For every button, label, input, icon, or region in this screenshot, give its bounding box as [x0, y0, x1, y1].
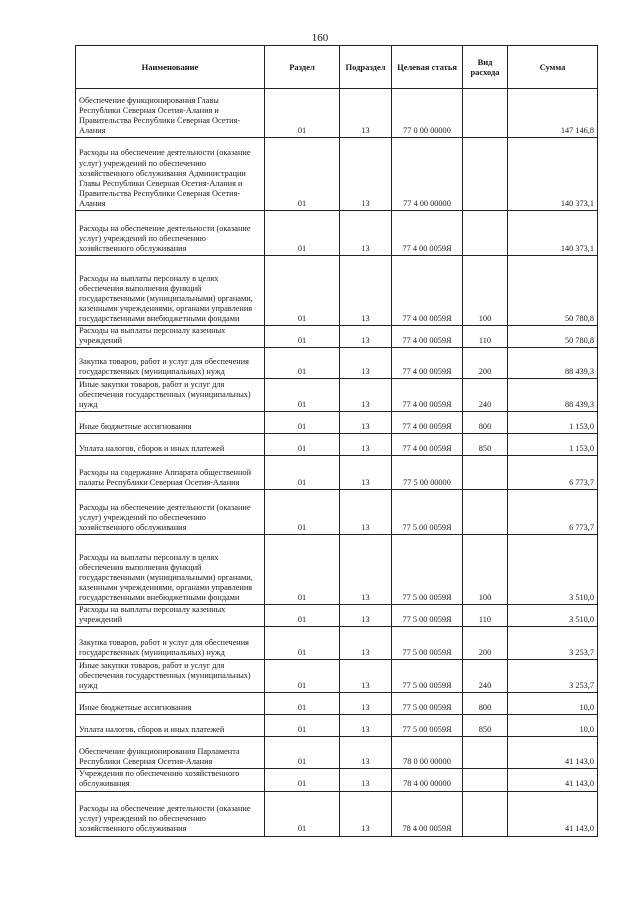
cell-name: Расходы на обеспечение деятельности (оказание услуг) учреждений по обеспечению хозяйственного обслуживания	[76, 490, 265, 535]
cell-summa: 41 143,0	[508, 769, 598, 791]
table-row	[76, 256, 598, 326]
cell-statya: 77 4 00 0059Я	[392, 326, 463, 348]
cell-summa: 140 373,1	[508, 211, 598, 256]
cell-statya: 77 0 00 00000	[392, 89, 463, 138]
cell-name: Расходы на обеспечение деятельности (оказание услуг) учреждений по обеспечению хозяйственного обслуживания Администрации Главы Республики Северная Осетия-Алания и Правительства Республики Северная Осетия-Алания	[76, 138, 265, 211]
header-podrazdel: Подраздел	[340, 46, 392, 89]
header-razdel: Раздел	[265, 46, 340, 89]
cell-razdel: 01	[265, 348, 340, 379]
cell-vid	[463, 89, 508, 138]
cell-razdel: 01	[265, 737, 340, 769]
table-row	[76, 326, 598, 348]
table-row	[76, 434, 598, 456]
cell-name: Обеспечение функционирования Главы Республики Северная Осетия-Алания и Правительства Республики Северная Осетия-Алания	[76, 89, 265, 138]
cell-podrazdel: 13	[340, 379, 392, 412]
cell-vid: 240	[463, 660, 508, 693]
header-vid: Вид расхода	[463, 46, 508, 89]
cell-name: Обеспечение функционирования Парламента Республики Северная Осетия-Алания	[76, 737, 265, 769]
cell-vid: 240	[463, 379, 508, 412]
cell-summa: 3 253,7	[508, 660, 598, 693]
cell-podrazdel: 13	[340, 434, 392, 456]
cell-statya: 77 4 00 0059Я	[392, 434, 463, 456]
cell-podrazdel: 13	[340, 211, 392, 256]
cell-summa: 88 439,3	[508, 348, 598, 379]
cell-statya: 77 5 00 0059Я	[392, 535, 463, 605]
table-body	[76, 89, 598, 837]
cell-name: Расходы на обеспечение деятельности (оказание услуг) учреждений по обеспечению хозяйственного обслуживания	[76, 791, 265, 836]
cell-summa: 50 780,8	[508, 326, 598, 348]
cell-podrazdel: 13	[340, 737, 392, 769]
cell-statya: 77 4 00 0059Я	[392, 211, 463, 256]
cell-razdel: 01	[265, 605, 340, 627]
cell-name: Расходы на обеспечение деятельности (оказание услуг) учреждений по обеспечению хозяйственного обслуживания	[76, 211, 265, 256]
cell-statya: 77 5 00 0059Я	[392, 660, 463, 693]
cell-name: Уплата налогов, сборов и иных платежей	[76, 434, 265, 456]
cell-vid: 850	[463, 434, 508, 456]
table-row	[76, 412, 598, 434]
cell-statya: 77 4 00 0059Я	[392, 379, 463, 412]
cell-summa: 6 773,7	[508, 490, 598, 535]
cell-podrazdel: 13	[340, 535, 392, 605]
cell-podrazdel: 13	[340, 256, 392, 326]
cell-podrazdel: 13	[340, 412, 392, 434]
cell-summa: 6 773,7	[508, 456, 598, 490]
cell-podrazdel: 13	[340, 348, 392, 379]
cell-vid: 100	[463, 535, 508, 605]
cell-podrazdel: 13	[340, 660, 392, 693]
cell-vid: 100	[463, 256, 508, 326]
cell-summa: 3 253,7	[508, 627, 598, 660]
cell-name: Иные закупки товаров, работ и услуг для обеспечения государственных (муниципальных) нужд	[76, 660, 265, 693]
cell-summa: 10,0	[508, 715, 598, 737]
cell-name: Иные бюджетные ассигнования	[76, 412, 265, 434]
cell-name: Иные бюджетные ассигнования	[76, 693, 265, 715]
cell-vid	[463, 456, 508, 490]
cell-razdel: 01	[265, 715, 340, 737]
cell-podrazdel: 13	[340, 769, 392, 791]
cell-name: Расходы на выплаты персоналу казенных учреждений	[76, 605, 265, 627]
table-row	[76, 456, 598, 490]
cell-podrazdel: 13	[340, 693, 392, 715]
cell-summa: 50 780,8	[508, 256, 598, 326]
cell-statya: 77 5 00 0059Я	[392, 715, 463, 737]
cell-razdel: 01	[265, 535, 340, 605]
cell-statya: 77 4 00 0059Я	[392, 412, 463, 434]
header-row	[76, 46, 598, 89]
table-row	[76, 769, 598, 791]
cell-razdel: 01	[265, 693, 340, 715]
page-number: 160	[311, 32, 329, 44]
cell-razdel: 01	[265, 326, 340, 348]
cell-vid	[463, 490, 508, 535]
header-name: Наименование	[76, 46, 265, 89]
table-row	[76, 138, 598, 211]
cell-vid: 200	[463, 348, 508, 379]
cell-razdel: 01	[265, 256, 340, 326]
table-row	[76, 737, 598, 769]
table-row	[76, 89, 598, 138]
cell-summa: 41 143,0	[508, 737, 598, 769]
cell-name: Иные закупки товаров, работ и услуг для обеспечения государственных (муниципальных) нужд	[76, 379, 265, 412]
cell-statya: 77 5 00 0059Я	[392, 693, 463, 715]
cell-razdel: 01	[265, 660, 340, 693]
cell-podrazdel: 13	[340, 791, 392, 836]
cell-podrazdel: 13	[340, 605, 392, 627]
cell-vid: 850	[463, 715, 508, 737]
table-row	[76, 627, 598, 660]
cell-vid: 800	[463, 412, 508, 434]
table-row	[76, 490, 598, 535]
cell-summa: 3 510,0	[508, 535, 598, 605]
cell-razdel: 01	[265, 379, 340, 412]
cell-razdel: 01	[265, 791, 340, 836]
cell-podrazdel: 13	[340, 89, 392, 138]
cell-podrazdel: 13	[340, 326, 392, 348]
cell-name: Расходы на содержание Аппарата общественной палаты Республики Северная Осетия-Алания	[76, 456, 265, 490]
cell-statya: 77 4 00 0059Я	[392, 256, 463, 326]
cell-statya: 77 5 00 0059Я	[392, 605, 463, 627]
cell-name: Расходы на выплаты персоналу казенных учреждений	[76, 326, 265, 348]
cell-name: Расходы на выплаты персоналу в целях обеспечения выполнения функций государственными (муниципальными) органами, казенными учреждениями, органами управления государственными внебюджетными фондами	[76, 535, 265, 605]
cell-summa: 1 153,0	[508, 412, 598, 434]
cell-summa: 10,0	[508, 693, 598, 715]
cell-razdel: 01	[265, 89, 340, 138]
cell-razdel: 01	[265, 412, 340, 434]
cell-razdel: 01	[265, 138, 340, 211]
table-row	[76, 791, 598, 836]
cell-name: Расходы на выплаты персоналу в целях обеспечения выполнения функций государственными (муниципальными) органами, казенными учреждениями, органами управления государственными внебюджетными фондами	[76, 256, 265, 326]
cell-statya: 77 5 00 0059Я	[392, 490, 463, 535]
cell-vid	[463, 737, 508, 769]
cell-vid	[463, 791, 508, 836]
header-statya: Целевая статья	[392, 46, 463, 89]
table-row	[76, 348, 598, 379]
cell-statya: 77 5 00 00000	[392, 456, 463, 490]
table-row	[76, 660, 598, 693]
cell-vid	[463, 211, 508, 256]
cell-podrazdel: 13	[340, 490, 392, 535]
cell-vid: 800	[463, 693, 508, 715]
cell-vid: 110	[463, 605, 508, 627]
cell-summa: 41 143,0	[508, 791, 598, 836]
cell-statya: 77 4 00 0059Я	[392, 348, 463, 379]
cell-vid	[463, 769, 508, 791]
cell-vid	[463, 138, 508, 211]
cell-podrazdel: 13	[340, 456, 392, 490]
table-row	[76, 715, 598, 737]
header-summa: Сумма	[508, 46, 598, 89]
cell-statya: 78 0 00 00000	[392, 737, 463, 769]
cell-summa: 1 153,0	[508, 434, 598, 456]
cell-statya: 77 4 00 00000	[392, 138, 463, 211]
cell-statya: 78 4 00 0059Я	[392, 791, 463, 836]
cell-podrazdel: 13	[340, 138, 392, 211]
cell-razdel: 01	[265, 769, 340, 791]
table-row	[76, 379, 598, 412]
cell-razdel: 01	[265, 627, 340, 660]
cell-name: Учреждения по обеспечению хозяйственного обслуживания	[76, 769, 265, 791]
table-row	[76, 535, 598, 605]
cell-vid: 200	[463, 627, 508, 660]
cell-razdel: 01	[265, 490, 340, 535]
cell-name: Закупка товаров, работ и услуг для обеспечения государственных (муниципальных) нужд	[76, 627, 265, 660]
cell-razdel: 01	[265, 434, 340, 456]
table-row	[76, 693, 598, 715]
cell-statya: 77 5 00 0059Я	[392, 627, 463, 660]
cell-statya: 78 4 00 00000	[392, 769, 463, 791]
cell-summa: 88 439,3	[508, 379, 598, 412]
budget-table	[75, 45, 598, 837]
cell-vid: 110	[463, 326, 508, 348]
table-row	[76, 211, 598, 256]
cell-name: Уплата налогов, сборов и иных платежей	[76, 715, 265, 737]
cell-summa: 140 373,1	[508, 138, 598, 211]
cell-name: Закупка товаров, работ и услуг для обеспечения государственных (муниципальных) нужд	[76, 348, 265, 379]
cell-razdel: 01	[265, 211, 340, 256]
table-header	[76, 46, 598, 89]
cell-podrazdel: 13	[340, 627, 392, 660]
cell-podrazdel: 13	[340, 715, 392, 737]
table-row	[76, 605, 598, 627]
cell-summa: 3 510,0	[508, 605, 598, 627]
cell-razdel: 01	[265, 456, 340, 490]
cell-summa: 147 146,8	[508, 89, 598, 138]
